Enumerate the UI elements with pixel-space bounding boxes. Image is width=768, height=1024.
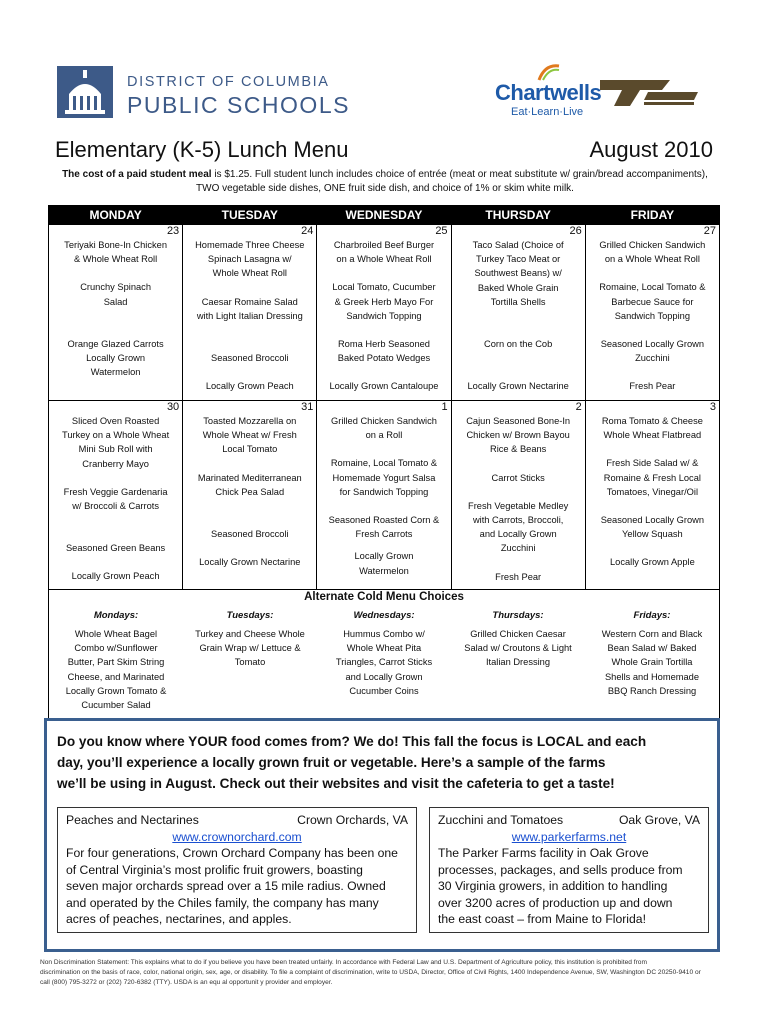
day-number: 25	[435, 225, 448, 237]
alternate-column	[451, 605, 585, 712]
day-cell	[183, 225, 317, 401]
day-cell	[49, 401, 183, 590]
menu-item: Teriyaki Bone-In Chicken & Whole Wheat Roll	[64, 240, 168, 265]
alternate-column	[49, 605, 183, 712]
farm-location: Oak Grove, VA	[618, 813, 700, 827]
menu-item: Roma Herb Seasoned Baked Potato Wedges	[337, 339, 431, 364]
menu-item: Fresh Veggie Gardenaria w/ Broccoli & Carrots	[63, 486, 168, 512]
week-row-2	[49, 401, 720, 590]
menu-item: Fresh Pear	[495, 571, 542, 582]
menu-item: Grilled Chicken Sandwich on a Whole Wheat Roll	[599, 240, 706, 265]
alternate-item: Grilled Chicken Caesar Salad w/ Croutons & Light Italian Dressing	[464, 629, 572, 668]
chartwells-logo	[495, 62, 602, 122]
day-number: 24	[301, 225, 314, 237]
day-cell	[585, 225, 719, 401]
alternate-column	[183, 605, 317, 712]
alternate-day: Mondays:	[93, 610, 139, 621]
menu-item: Orange Glazed Carrots	[67, 338, 164, 349]
menu-item: Locally Grown Watermelon	[86, 353, 146, 378]
week-row-1	[49, 225, 720, 401]
alternate-menu-cell	[49, 590, 720, 719]
header-monday: MONDAY	[49, 206, 183, 225]
intro-lead: The cost of a paid student meal	[62, 169, 212, 180]
menu-item: Caesar Romaine Salad with Light Italian Dressing	[196, 296, 303, 321]
day-cell	[317, 225, 451, 401]
header-wednesday: WEDNESDAY	[317, 206, 451, 225]
menu-item: Seasoned Green Beans	[65, 543, 166, 554]
menu-item: Romaine, Local Tomato & Barbecue Sauce for Sandwich Topping	[599, 282, 706, 321]
alternate-menu-title: Alternate Cold Menu Choices	[304, 591, 464, 603]
farm-description: For four generations, Crown Orchard Company has been one of Central Virginia’s most prolific fruit growers, boasting seven major orchards spread over a 15 mile radius. Owned and operated by the Chiles family, the company has many acres of peaches, nectarines, and apples.	[66, 846, 398, 926]
thompson-mark-icon	[600, 78, 698, 108]
farm-product: Peaches and Nectarines	[66, 813, 199, 827]
menu-item: Romaine, Local Tomato & Homemade Yogurt Salsa for Sandwich Topping	[330, 458, 438, 497]
farm-card-header	[66, 812, 408, 829]
farm-card-parker-farms	[429, 807, 709, 933]
alternate-item: Turkey and Cheese Whole Grain Wrap w/ Lettuce & Tomato	[195, 629, 305, 668]
intro-text	[60, 168, 710, 196]
day-cell	[451, 401, 585, 590]
header-friday: FRIDAY	[585, 206, 719, 225]
alternate-column	[585, 605, 719, 712]
menu-item: Charbroiled Beef Burger on a Whole Wheat Roll	[333, 240, 435, 265]
day-number: 26	[569, 225, 582, 237]
menu-item: Locally Grown Peach	[71, 571, 160, 582]
farm-website-link[interactable]: www.parkerfarms.net	[511, 829, 627, 844]
farm-location: Crown Orchards, VA	[297, 813, 408, 827]
chartwells-tagline: Eat·Learn·Live	[511, 106, 584, 118]
alternate-menu-row	[49, 590, 720, 719]
farm-card-header	[438, 812, 700, 829]
menu-item: Homemade Three Cheese Spinach Lasagna w/ Whole Wheat Roll	[195, 240, 305, 279]
menu-item: Locally Grown Nectarine	[467, 381, 569, 392]
intro-rest: is $1.25. Full student lunch includes choice of entrée (meat or meat substitute w/ grain/bread accompaniments), TWO vegetable side dishes, ONE fruit side dish, and choice of 1% or skim white milk.	[196, 169, 708, 194]
menu-month: August 2010	[589, 137, 713, 162]
menu-item: Carrot Sticks	[491, 472, 545, 483]
menu-item: Crunchy Spinach Salad	[80, 282, 151, 307]
day-number: 2	[575, 401, 582, 413]
menu-item: Sliced Oven Roasted Turkey on a Whole Wheat Mini Sub Roll with Cranberry Mayo	[62, 416, 170, 469]
local-food-headline: Do you know where YOUR food comes from? We do! This fall the focus is LOCAL and each day, you’ll experience a locally grown fruit or vegetable. Here’s a sample of the farms we’ll be using in August. Check out their websites and visit the cafeteria to get a taste!	[57, 734, 647, 791]
menu-item: Local Tomato, Cucumber & Greek Herb Mayo For Sandwich Topping	[332, 282, 436, 321]
menu-item: Toasted Mozzarella on Whole Wheat w/ Fresh Local Tomato	[202, 416, 297, 455]
menu-item: Locally Grown Peach	[205, 381, 294, 392]
thompson-hospitality-logo	[600, 78, 698, 108]
alternate-item: Whole Wheat Bagel Combo w/Sunflower Butter, Part Skim String Cheese, and Marinated Locally Grown Tomato & Cucumber Salad	[65, 629, 167, 711]
farm-description: The Parker Farms facility in Oak Grove processes, packages, and sells produce from 30 Virginia growers, in addition to handling over 3200 acres of production up and down the east coast – from Maine to Florida!	[438, 846, 683, 926]
alternate-column	[317, 605, 451, 712]
menu-item: Seasoned Locally Grown Yellow Squash	[600, 515, 705, 540]
menu-title: Elementary (K-5) Lunch Menu	[55, 137, 349, 162]
chartwells-swoosh-icon	[537, 62, 561, 82]
day-cell	[585, 401, 719, 590]
menu-item: Locally Grown Cantaloupe	[329, 381, 439, 392]
alternate-item: Western Corn and Black Bean Salad w/ Baked Whole Grain Tortilla Shells and Homemade BBQ Ranch Dressing	[601, 629, 703, 696]
menu-item: Roma Tomato & Cheese Whole Wheat Flatbread	[601, 416, 703, 441]
menu-item: Seasoned Broccoli	[211, 529, 289, 540]
menu-item: Grilled Chicken Sandwich on a Roll	[331, 416, 437, 441]
alternate-day: Fridays:	[633, 610, 671, 621]
header-thursday: THURSDAY	[451, 206, 585, 225]
menu-item: Seasoned Broccoli	[211, 353, 289, 364]
day-cell	[183, 401, 317, 590]
menu-item: Corn on the Cob	[484, 339, 553, 350]
menu-item: Fresh Vegetable Medley with Carrots, Broccoli, and Locally Grown Zucchini	[468, 500, 569, 554]
day-cell	[451, 225, 585, 401]
dcps-logo	[55, 64, 355, 122]
alternate-day: Wednesdays:	[353, 610, 415, 621]
farm-product: Zucchini and Tomatoes	[438, 813, 564, 827]
day-cell	[49, 225, 183, 401]
header-tuesday: TUESDAY	[183, 206, 317, 225]
menu-item: Seasoned Locally Grown Zucchini	[600, 339, 705, 364]
weekday-header-row	[49, 206, 720, 225]
menu-item: Fresh Pear	[629, 381, 676, 392]
alternate-day: Tuesdays:	[226, 610, 274, 621]
chartwells-name: Chartwells	[495, 80, 602, 105]
day-number: 31	[301, 401, 314, 413]
local-food-box	[44, 718, 720, 952]
lunch-menu-table	[48, 205, 720, 719]
menu-item: Locally Grown Watermelon	[354, 551, 414, 576]
farm-website-link[interactable]: www.crownorchard.com	[172, 829, 302, 844]
alternate-menu-grid	[49, 605, 719, 712]
menu-item: Marinated Mediterranean Chick Pea Salad	[197, 472, 302, 497]
farm-card-crown-orchards	[57, 807, 417, 933]
day-number: 23	[166, 225, 180, 237]
dcps-name-line1: DISTRICT OF COLUMBIA	[127, 74, 330, 90]
menu-item: Fresh Side Salad w/ & Romaine & Fresh Local Tomatoes, Vinegar/Oil	[603, 458, 701, 497]
menu-item: Locally Grown Apple	[609, 557, 695, 568]
menu-item: Taco Salad (Choice of Turkey Taco Meat or Southwest Beans) w/ Baked Whole Grain Tortilla Shells	[472, 240, 564, 307]
menu-item: Cajun Seasoned Bone-In Chicken w/ Brown Bayou Rice & Beans	[466, 416, 571, 455]
alternate-day: Thursdays:	[492, 610, 544, 621]
menu-item: Seasoned Roasted Corn & Fresh Carrots	[328, 515, 440, 540]
alternate-item: Hummus Combo w/ Whole Wheat Pita Triangles, Carrot Sticks and Locally Grown Cucumber Coins	[335, 629, 433, 696]
day-number: 27	[703, 225, 716, 237]
day-number: 3	[709, 401, 716, 413]
day-cell	[317, 401, 451, 590]
day-number: 1	[441, 401, 448, 413]
day-number: 30	[166, 401, 180, 413]
capitol-building-icon	[55, 64, 115, 120]
non-discrimination-statement: Non Discrimination Statement: This explains what to do if you believe you have been treated unfairly. In accordance with Federal Law and U.S. Department of Agriculture policy, this institution is prohibited from discrimination on the basis of race, color, national origin, sex, age, or disability. To file a complaint of discrimination, write to USDA, Director, Office of Civil Rights, 1400 Independence Avenue, SW, Washington DC 20250-9410 or call (800) 795-3272 or (202) 720-6382 (TTY). USDA is an equ al opportunit y provider and employer.	[40, 959, 701, 986]
menu-item: Locally Grown Nectarine	[199, 557, 301, 568]
dcps-name-line2: PUBLIC SCHOOLS	[127, 92, 350, 118]
